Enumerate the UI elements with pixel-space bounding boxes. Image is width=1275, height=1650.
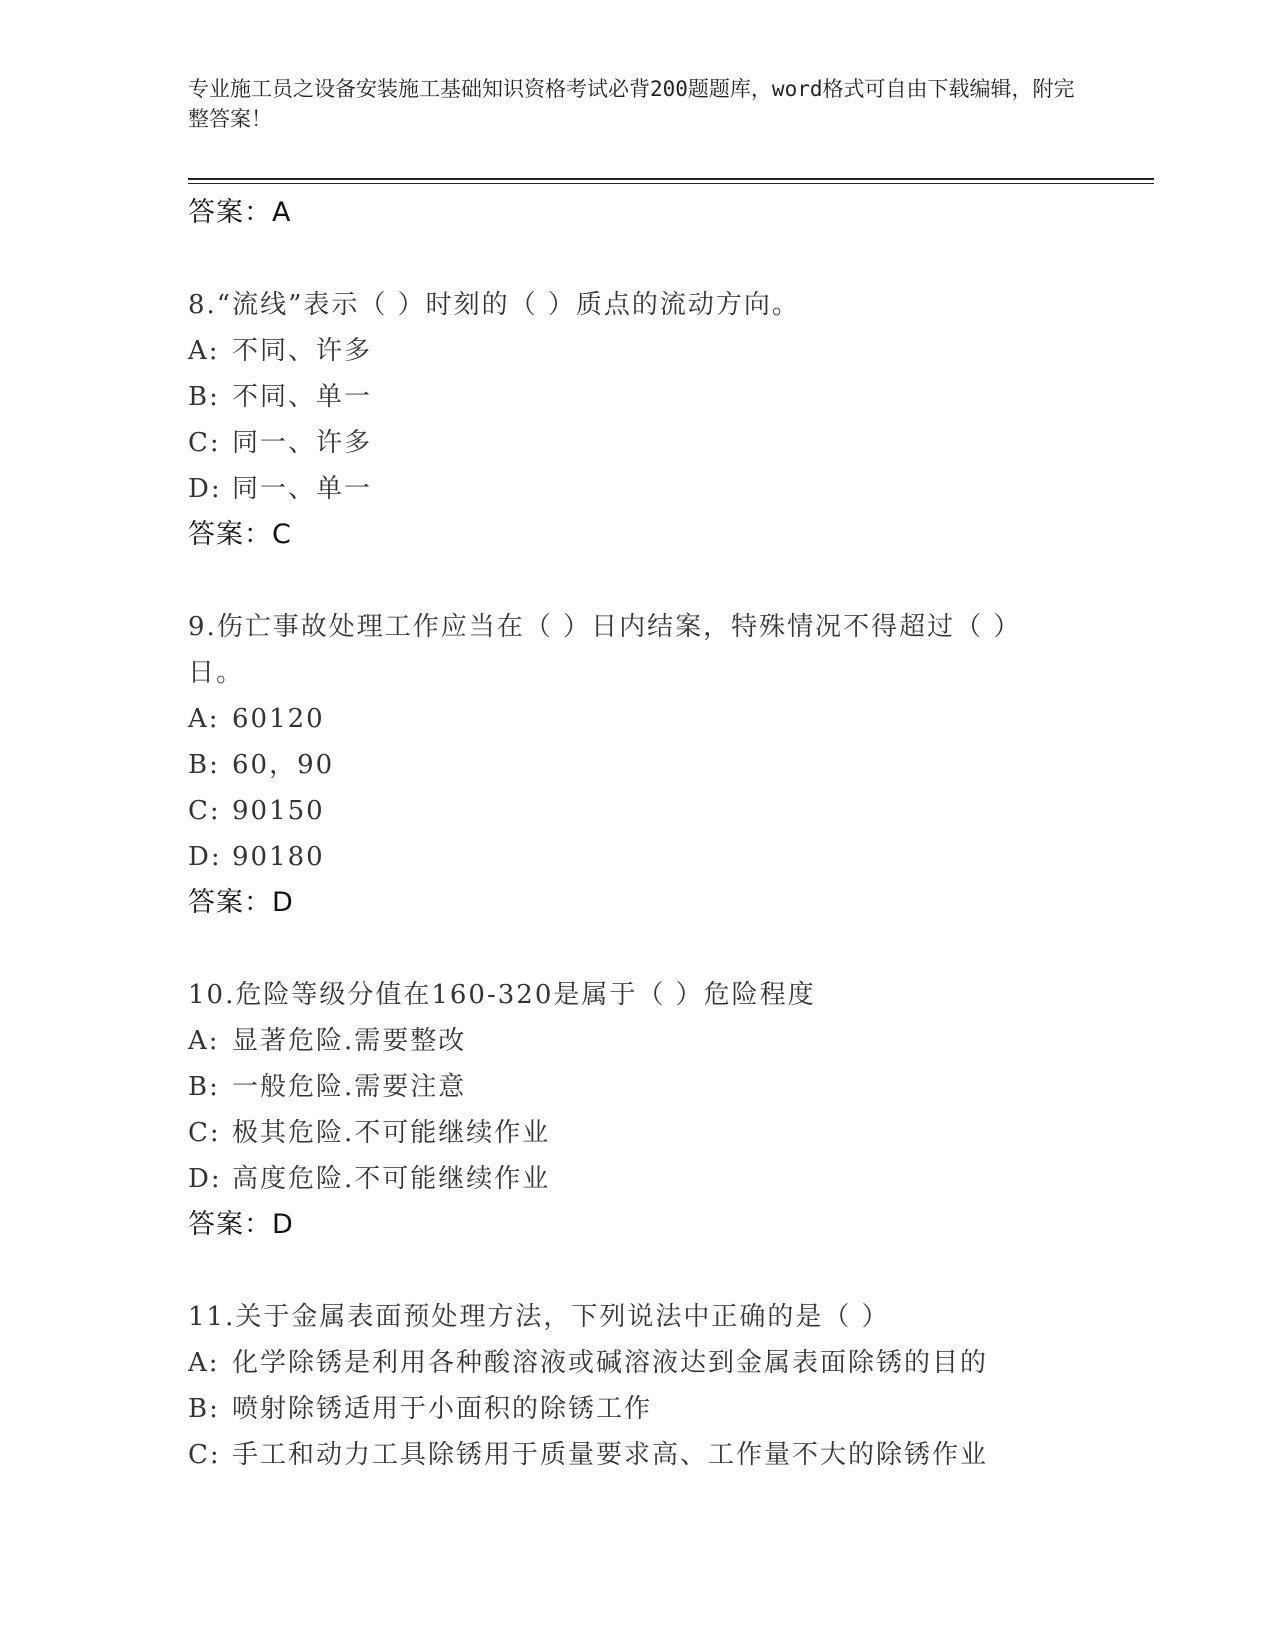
option-letter: D: [188, 842, 222, 872]
option-letter: B: [188, 750, 220, 780]
option-letter: C: [188, 428, 221, 458]
option [188, 328, 1068, 374]
option [188, 420, 1068, 466]
option-letter: A: [188, 704, 220, 734]
document-body [188, 190, 1068, 1478]
option-text: 同一、单一 [232, 474, 373, 504]
option-letter: C: [188, 1118, 221, 1148]
option [188, 1432, 1068, 1478]
option-letter: C: [188, 796, 221, 826]
option [188, 1386, 1068, 1432]
option [188, 1340, 1068, 1386]
option-text: 化学除锈是利用各种酸溶液或碱溶液达到金属表面除锈的目的 [232, 1348, 989, 1378]
option [188, 374, 1068, 420]
option-text: 一般危险.需要注意 [232, 1072, 467, 1102]
option-letter: A: [188, 1348, 220, 1378]
option [188, 1064, 1068, 1110]
option-text: 60，90 [232, 750, 335, 780]
option [188, 742, 1068, 788]
question-block [188, 282, 1068, 558]
question-block [188, 1294, 1068, 1478]
option-letter: B: [188, 382, 220, 412]
answer-line: 答案：D [188, 887, 294, 918]
option-text: 显著危险.需要整改 [232, 1026, 467, 1056]
option-letter: A: [188, 1026, 220, 1056]
option-letter: C: [188, 1440, 221, 1470]
answer-line: 答案：A [188, 197, 292, 228]
option-letter: B: [188, 1394, 220, 1424]
header-rule-thin [188, 183, 1154, 184]
option-text: 高度危险.不可能继续作业 [232, 1164, 551, 1194]
option-text: 不同、单一 [232, 382, 373, 412]
option-letter: D: [188, 1164, 222, 1194]
question-stem: 8.“流线”表示（ ）时刻的（ ）质点的流动方向。 [188, 290, 800, 320]
option-letter: B: [188, 1072, 220, 1102]
option [188, 788, 1068, 834]
option [188, 1156, 1068, 1202]
question-stem: 11.关于金属表面预处理方法，下列说法中正确的是（ ） [188, 1302, 890, 1332]
question-block [188, 972, 1068, 1248]
answer-line: 答案：D [188, 1209, 294, 1240]
option [188, 834, 1068, 880]
option-text: 60120 [232, 704, 325, 734]
option-text: 90150 [232, 796, 325, 826]
option-text: 同一、许多 [232, 428, 373, 458]
page-header: 专业施工员之设备安装施工基础知识资格考试必背200题题库，word格式可自由下载编辑，附完整答案！ [188, 77, 1075, 131]
option-text: 极其危险.不可能继续作业 [232, 1118, 551, 1148]
option-text: 不同、许多 [232, 336, 373, 366]
option-text: 喷射除锈适用于小面积的除锈工作 [232, 1394, 653, 1424]
option [188, 1110, 1068, 1156]
question-stem: 9.伤亡事故处理工作应当在（ ）日内结案，特殊情况不得超过（ ）日。 [188, 612, 1022, 688]
option-text: 90180 [232, 842, 325, 872]
option-letter: D: [188, 474, 222, 504]
option-letter: A: [188, 336, 220, 366]
option [188, 696, 1068, 742]
answer-line: 答案：C [188, 519, 292, 550]
header-rule-thick [188, 178, 1154, 180]
option-text: 手工和动力工具除锈用于质量要求高、工作量不大的除锈作业 [232, 1440, 989, 1470]
question-block [188, 604, 1068, 926]
question-stem: 10.危险等级分值在160-320是属于（ ）危险程度 [188, 980, 816, 1010]
option [188, 1018, 1068, 1064]
option [188, 466, 1068, 512]
